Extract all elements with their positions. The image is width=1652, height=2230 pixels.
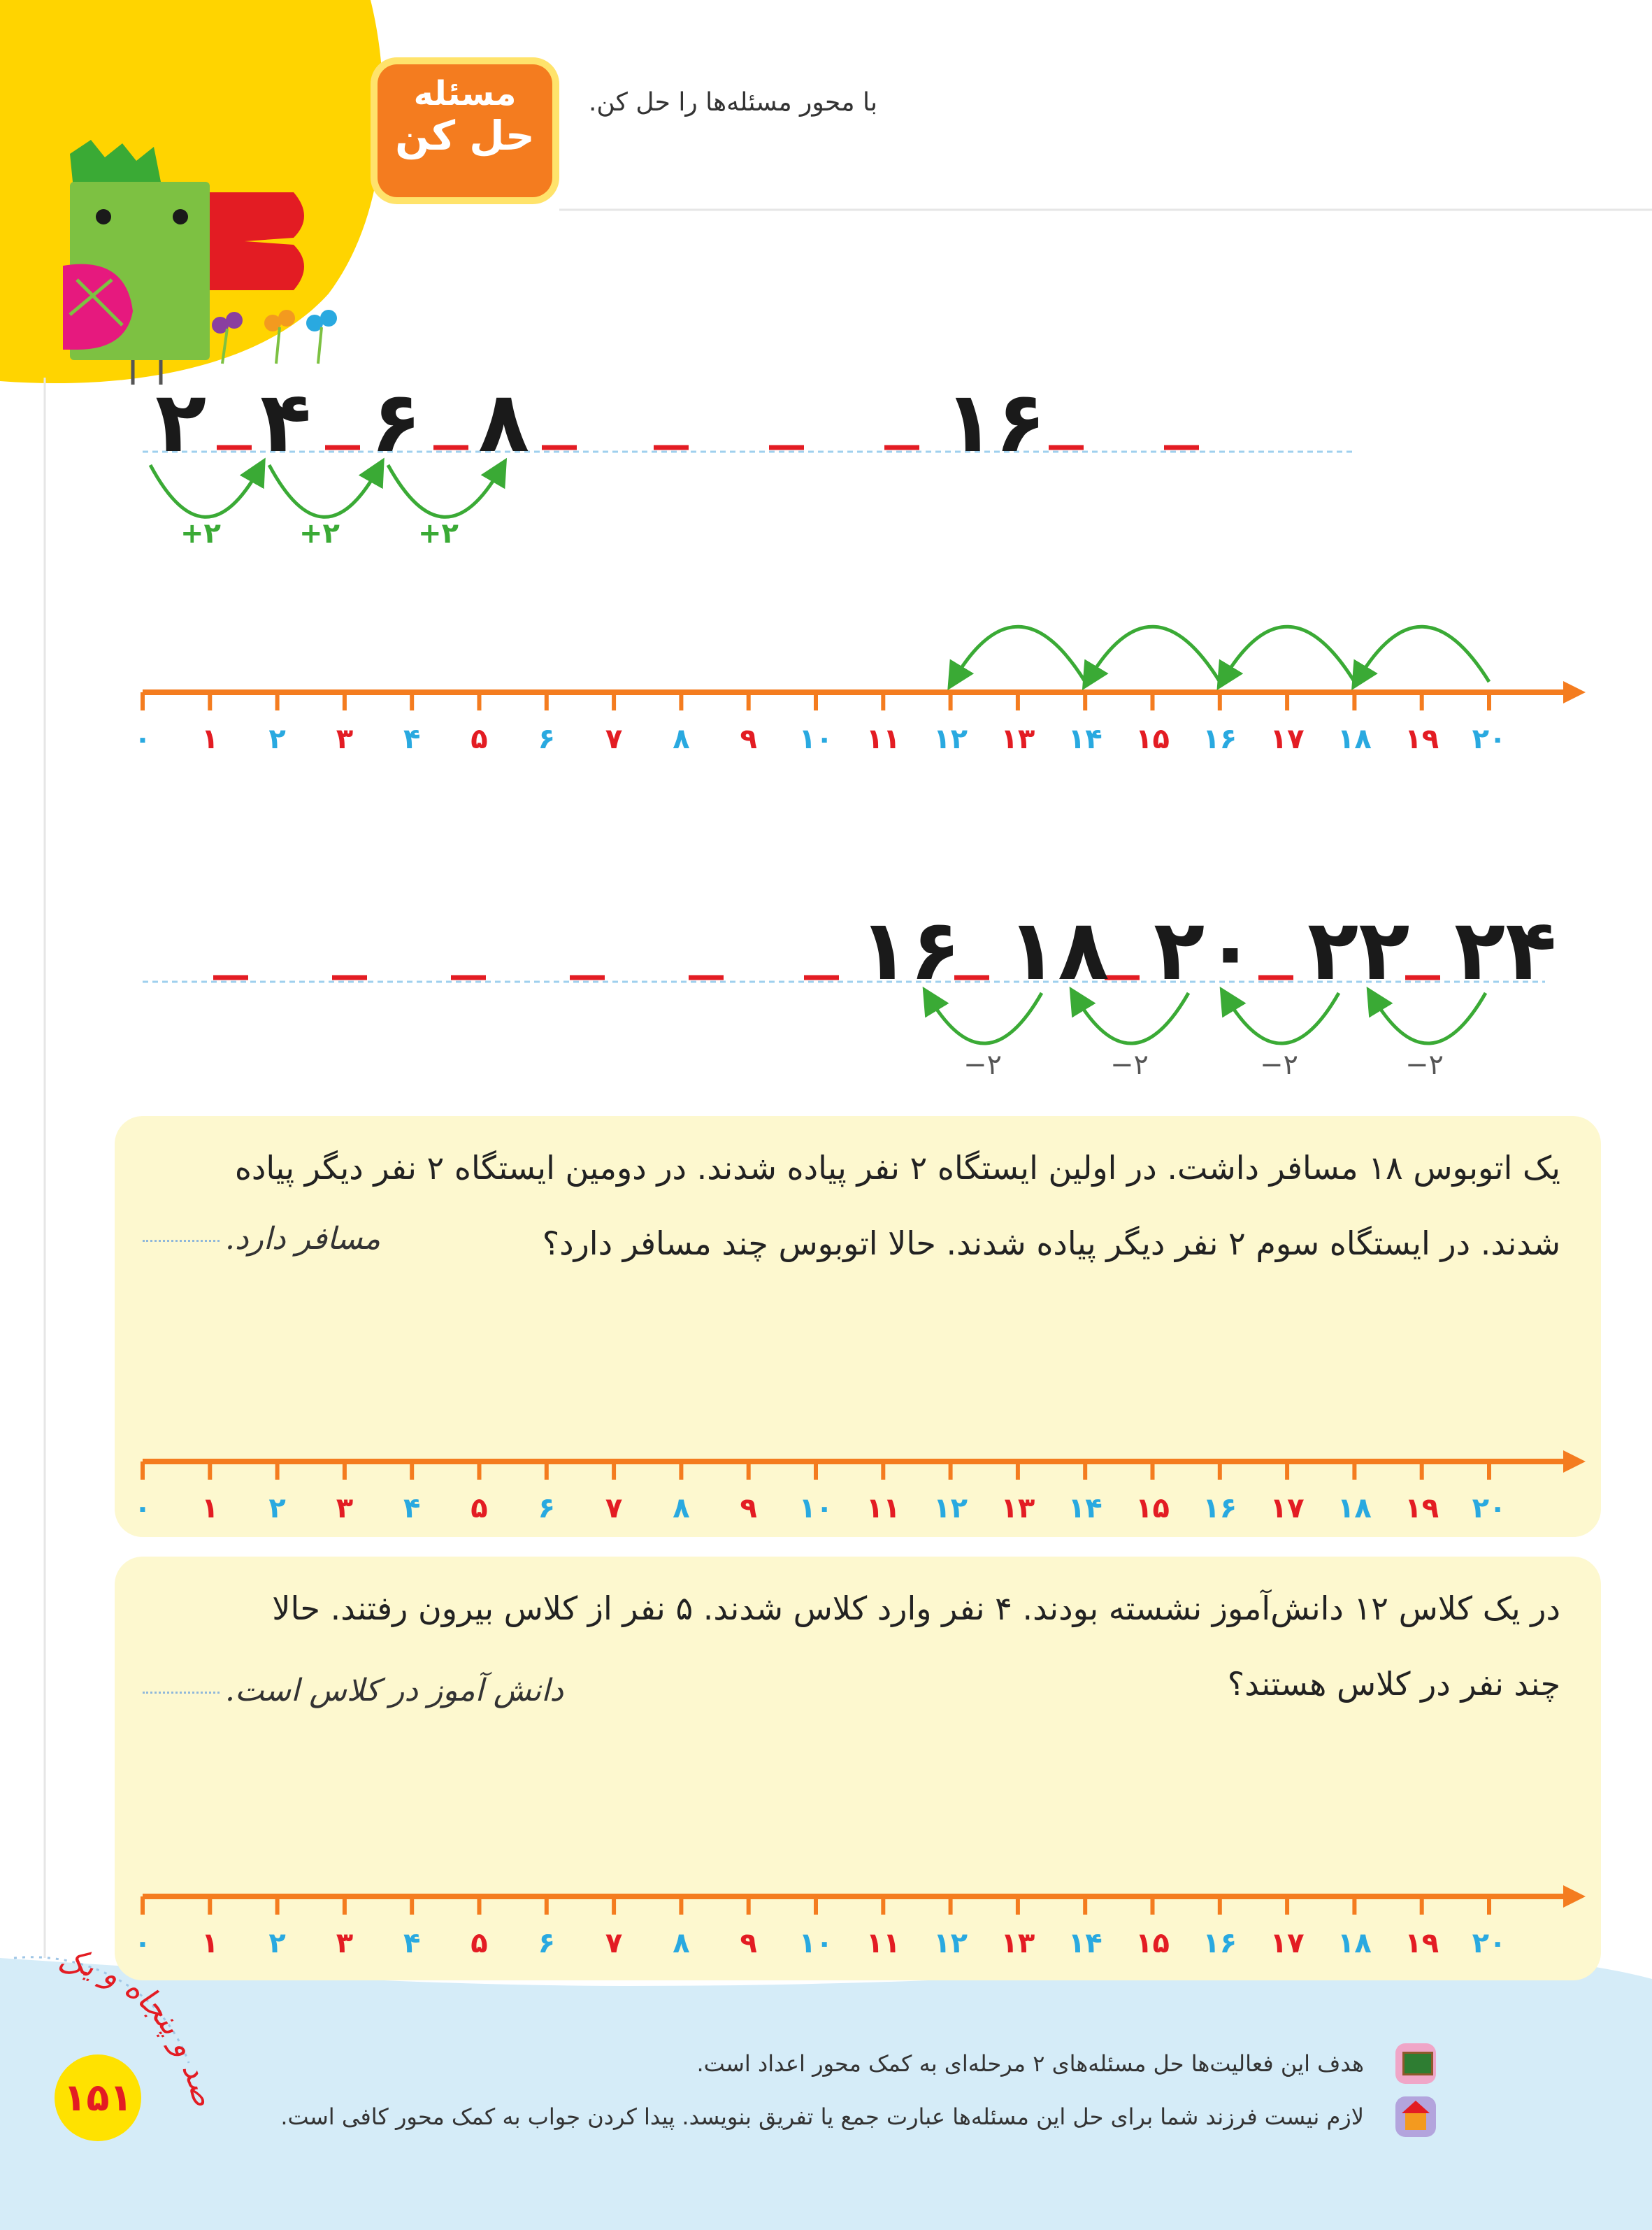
number-line-3-label: ۷ <box>605 1927 623 1959</box>
number-line-1-label: ۱۴ <box>1068 723 1102 755</box>
number-line-2-label: ۲ <box>268 1492 286 1524</box>
number-line-2-label: ۱۸ <box>1337 1492 1372 1524</box>
footer-note-1: هدف این فعالیت‌ها حل مسئله‌های ۲ مرحله‌ای به کمک محور اعداد است. <box>696 2050 1364 2077</box>
seq1-number-4: ۸ <box>478 374 530 471</box>
number-line-3-label: ۲ <box>268 1927 286 1959</box>
problem-1-line-1: یک اتوبوس ۱۸ مسافر داشت. در اولین ایستگاه ۲ نفر پیاده شدند. در دومین ایستگاه ۲ نفر دیگر پیاده <box>234 1149 1560 1187</box>
seq1-step-label-2: +۲ <box>299 517 340 550</box>
number-line-2-label: ۵ <box>471 1492 488 1524</box>
number-line-3-label: ۸ <box>673 1927 690 1959</box>
badge-line2: حل کن <box>395 112 535 159</box>
seq1-step-label-1: +۲ <box>180 517 221 550</box>
number-line-3-label: ۵ <box>471 1927 488 1959</box>
page-words-text: صد و پنجاه و یک <box>55 1943 222 2110</box>
number-line-1-label: ۱۱ <box>865 723 900 755</box>
number-line-2-label: ۱۹ <box>1405 1492 1439 1524</box>
seq2-step-label-3: −۲ <box>1260 1049 1298 1081</box>
number-line-3-label: ۱۹ <box>1405 1927 1439 1959</box>
number-line-1-label: ۱۷ <box>1270 723 1305 755</box>
number-line-2-label: ۹ <box>740 1492 757 1524</box>
problem-2-line-2: چند نفر در کلاس هستند؟ <box>1227 1665 1560 1703</box>
footer-note-2: لازم نیست فرزند شما برای حل این مسئله‌ها عبارت جمع یا تفریق بنویسد. پیدا کردن جواب به کمک محور کافی است. <box>280 2103 1364 2130</box>
jump-arc <box>955 627 1086 682</box>
number-line-1-label: ۷ <box>605 723 623 755</box>
number-line-2-label: ۱۷ <box>1270 1492 1305 1524</box>
number-line-2-arrow-icon <box>1563 1450 1586 1473</box>
problem-2-answer-text: دانش آموز در کلاس است. <box>225 1673 563 1708</box>
seq1-number-3: ۶ <box>371 374 422 471</box>
number-line-1-label: ۱۵ <box>1135 723 1170 755</box>
number-line-2-label: ۳ <box>336 1492 354 1524</box>
number-line-1-label: ۲ <box>268 723 286 755</box>
seq2-number-3: ۲۰ <box>1154 902 1256 999</box>
number-line-3-label: ۱ <box>201 1927 219 1959</box>
number-line-2-label: ۱۳ <box>1000 1492 1035 1524</box>
number-line-3-label: ۶ <box>538 1927 556 1959</box>
number-line-3-label: ۱۲ <box>933 1927 968 1959</box>
number-line-2-label: ۱۶ <box>1202 1492 1237 1524</box>
number-line-1-label: ۵ <box>471 723 488 755</box>
seq2-number-2: ۱۸ <box>1007 902 1109 999</box>
seq2-step-label-2: −۲ <box>1110 1049 1149 1081</box>
seq2-number-4: ۲۲ <box>1307 902 1410 999</box>
number-line-2-label: ۱۴ <box>1068 1492 1102 1524</box>
number-line-3-label: ۱۵ <box>1135 1927 1170 1959</box>
page-number: ۱۵۱ <box>55 2054 141 2141</box>
seq2-number-1: ۱۶ <box>859 902 961 999</box>
number-line-1-label: ۱۶ <box>1202 723 1237 755</box>
number-line-1-label: ۱۲ <box>933 723 968 755</box>
number-line-3-label: ۴ <box>403 1927 421 1959</box>
problem-2-line-1: در یک کلاس ۱۲ دانش‌آموز نشسته بودند. ۴ نفر وارد کلاس شدند. ۵ نفر از کلاس بیرون رفتند. حالا <box>272 1589 1560 1627</box>
number-line-3-arrow-icon <box>1563 1885 1586 1908</box>
number-line-1-label: ۰ <box>134 723 152 755</box>
number-line-1-label: ۳ <box>336 723 354 755</box>
number-line-2-label: ۴ <box>403 1492 421 1524</box>
jump-arc <box>1358 627 1489 682</box>
number-line-1-label: ۸ <box>673 723 690 755</box>
seq2-number-5: ۲۴ <box>1454 902 1557 999</box>
number-line-3-label: ۱۷ <box>1270 1927 1305 1959</box>
seq1-step-label-3: +۲ <box>418 517 459 550</box>
jump-arc <box>1224 627 1355 682</box>
number-line-3-label: ۳ <box>336 1927 354 1959</box>
number-line-3-label: ۰ <box>134 1927 152 1959</box>
house-icon <box>1395 2096 1436 2137</box>
board-icon <box>1395 2043 1436 2084</box>
number-line-2-label: ۱ <box>201 1492 219 1524</box>
number-line-2-label: ۶ <box>538 1492 556 1524</box>
number-line-1-label: ۶ <box>538 723 556 755</box>
seq2-step-label-4: −۲ <box>1405 1049 1444 1081</box>
number-line-3-label: ۱۶ <box>1202 1927 1237 1959</box>
instruction-text: با محور مسئله‌ها را حل کن. <box>588 88 877 117</box>
problem-1-answer-text: مسافر دارد. <box>225 1221 381 1257</box>
number-line-1-label: ۱ <box>201 723 219 755</box>
number-line-3-label: ۱۱ <box>865 1927 900 1959</box>
number-line-2-label: ۸ <box>673 1492 690 1524</box>
number-line-3-label: ۱۳ <box>1000 1927 1035 1959</box>
number-line-1-label: ۱۰ <box>798 723 833 755</box>
number-line-2-label: ۱۵ <box>1135 1492 1170 1524</box>
number-line-1-label: ۱۸ <box>1337 723 1372 755</box>
seq1-number-5: ۱۶ <box>944 374 1047 471</box>
badge-line1: مسئله <box>413 74 517 113</box>
number-line-2-label: ۱۲ <box>933 1492 968 1524</box>
number-line-1-label: ۱۳ <box>1000 723 1035 755</box>
number-line-2-label: ۱۰ <box>798 1492 833 1524</box>
problem-1-line-2: شدند. در ایستگاه سوم ۲ نفر دیگر پیاده شدند. حالا اتوبوس چند مسافر دارد؟ <box>542 1224 1560 1262</box>
seq2-step-label-1: −۲ <box>963 1049 1002 1081</box>
number-line-3-label: ۹ <box>740 1927 757 1959</box>
seq1-number-1: ۲ <box>155 374 207 471</box>
jump-arc <box>1089 627 1220 682</box>
number-line-3-label: ۱۰ <box>798 1927 833 1959</box>
number-line-1-arrow-icon <box>1563 681 1586 703</box>
number-line-3-label: ۱۸ <box>1337 1927 1372 1959</box>
number-line-1-label: ۲۰ <box>1472 723 1507 755</box>
number-line-1-label: ۴ <box>403 723 421 755</box>
number-line-3-label: ۲۰ <box>1472 1927 1507 1959</box>
number-line-2-label: ۱۱ <box>865 1492 900 1524</box>
number-line-2-label: ۲۰ <box>1472 1492 1507 1524</box>
seq1-number-2: ۴ <box>260 374 312 471</box>
number-line-3-label: ۱۴ <box>1068 1927 1102 1959</box>
number-line-1-label: ۱۹ <box>1405 723 1439 755</box>
number-line-2-label: ۷ <box>605 1492 623 1524</box>
number-line-2-label: ۰ <box>134 1492 152 1524</box>
number-line-1-label: ۹ <box>740 723 757 755</box>
